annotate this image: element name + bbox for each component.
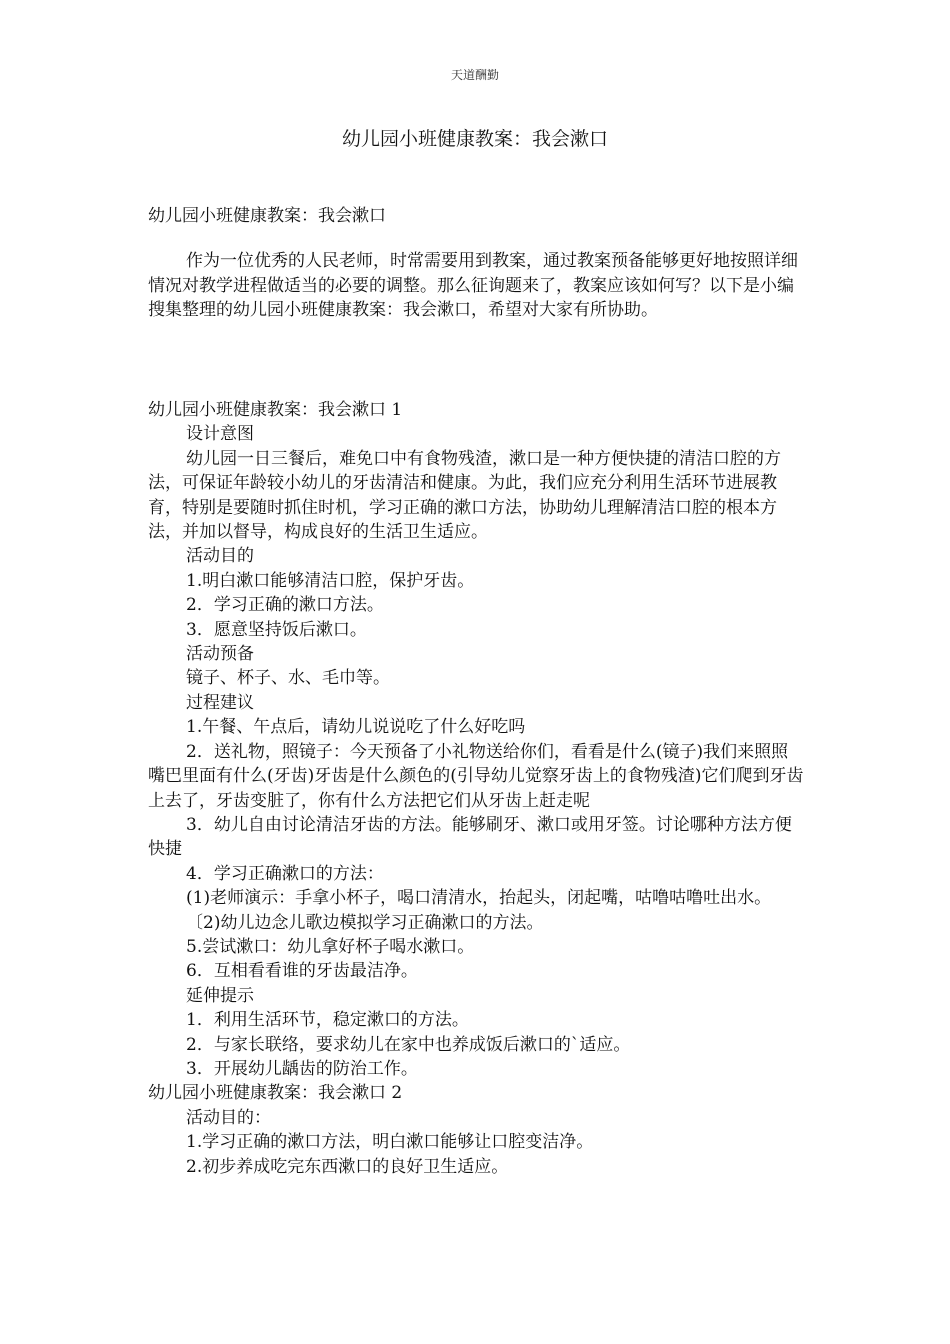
process-step: 2．送礼物，照镜子：今天预备了小礼物送给你们，看看是什么(镜子)我们来照照嘴巴里面有什么(牙齿)牙齿是什么颜色的(引导幼儿觉察牙齿上的食物残渣)它们爬到牙齿上去了，牙齿变脏了，你有什么方法把它们从牙齿上赶走呢	[148, 741, 804, 811]
prep-text: 镜子、杯子、水、毛巾等。	[186, 668, 390, 689]
process-step: 5.尝试漱口：幼儿拿好杯子喝水漱口。	[186, 936, 475, 957]
goal-item: 3．愿意坚持饭后漱口。	[186, 619, 367, 640]
section-2-goal-item: 2.初步养成吃完东西漱口的良好卫生适应。	[186, 1156, 509, 1177]
process-label: 过程建议	[186, 692, 254, 713]
goal-item: 1.明白漱口能够清洁口腔，保护牙齿。	[186, 570, 475, 591]
process-step: 6．互相看看谁的牙齿最洁净。	[186, 961, 418, 982]
intro-paragraph: 作为一位优秀的人民老师，时常需要用到教案，通过教案预备能够更好地按照详细情况对教学进程做适当的必要的调整。那么征询题来了，教案应该如何写？以下是小编搜集整理的幼儿园小班健康教案：我会漱口，希望对大家有所协助。	[148, 251, 798, 320]
process-step: 1.午餐、午点后，请幼儿说说吃了什么好吃吗	[186, 717, 526, 738]
extension-label: 延伸提示	[186, 985, 254, 1006]
goal-label: 活动目的	[186, 546, 254, 567]
section-1-heading: 幼儿园小班健康教案：我会漱口 1	[148, 400, 403, 420]
extension-item: 2．与家长联络，要求幼儿在家中也养成饭后漱口的`适应。	[186, 1034, 631, 1055]
goal-item: 2．学习正确的漱口方法。	[186, 595, 384, 616]
document-subtitle: 幼儿园小班健康教案：我会漱口	[148, 206, 386, 226]
section-2-goal-label: 活动目的：	[186, 1107, 271, 1128]
prep-label: 活动预备	[186, 644, 254, 665]
document-title: 幼儿园小班健康教案：我会漱口	[341, 128, 608, 150]
extension-item: 3．开展幼儿龋齿的防治工作。	[186, 1058, 418, 1079]
design-paragraph: 幼儿园一日三餐后，难免口中有食物残渣，漱口是一种方便快捷的清洁口腔的方法，可保证年龄较小幼儿的牙齿清洁和健康。为此，我们应充分利用生活环节进展教育，特别是要随时抓住时机，学习正确的漱口方法，协助幼儿理解清洁口腔的根本方法，并加以督导，构成良好的生活卫生适应。	[148, 448, 781, 543]
page-header: 天道酬勤	[450, 68, 499, 82]
process-step: (1)老师演示：手拿小杯子，喝口清清水，抬起头，闭起嘴，咕噜咕噜吐出水。	[186, 888, 772, 909]
process-step: 4．学习正确漱口的方法：	[186, 863, 384, 884]
document-body	[148, 398, 804, 1179]
design-label: 设计意图	[186, 424, 254, 445]
section-2-heading: 幼儿园小班健康教案：我会漱口 2	[148, 1083, 403, 1104]
process-step: 〔2)幼儿边念儿歌边模拟学习正确漱口的方法。	[186, 912, 544, 933]
section-2-goal-item: 1.学习正确的漱口方法，明白漱口能够让口腔变洁净。	[186, 1132, 594, 1153]
extension-item: 1．利用生活环节，稳定漱口的方法。	[186, 1010, 469, 1031]
process-step: 3．幼儿自由讨论清洁牙齿的方法。能够刷牙、漱口或用牙签。讨论哪种方法方便快捷	[148, 814, 792, 860]
